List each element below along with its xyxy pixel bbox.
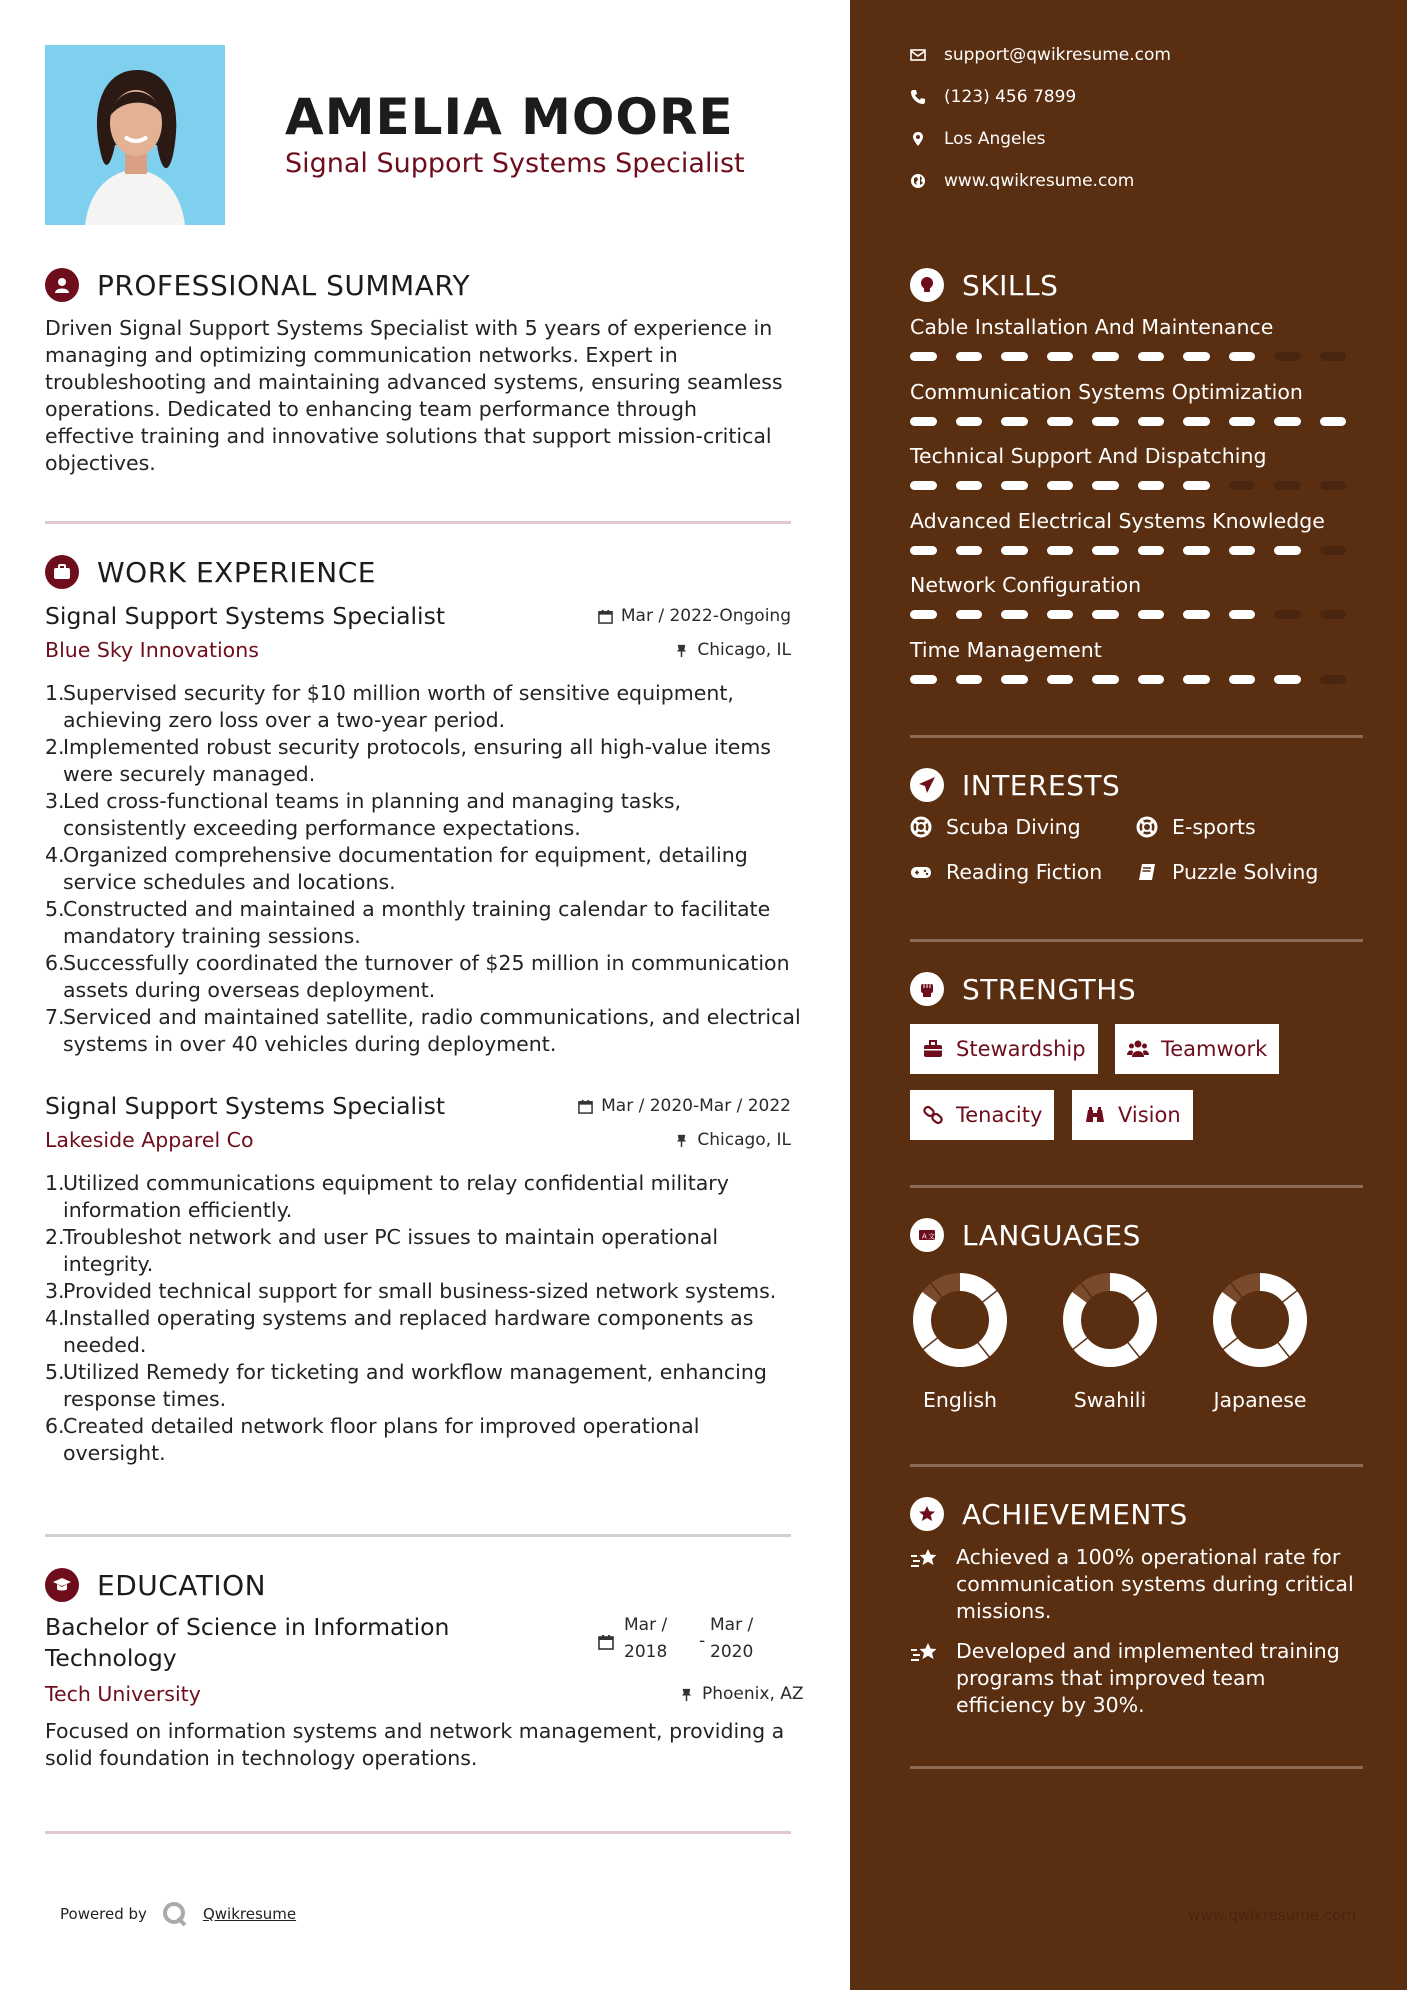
achievement-item bbox=[910, 1638, 1365, 1719]
skill-item bbox=[910, 315, 1365, 361]
lightbulb-icon bbox=[910, 268, 944, 302]
skill-level-segment bbox=[1320, 675, 1347, 684]
calendar-icon bbox=[578, 1099, 593, 1114]
education-heading-text: EDUCATION bbox=[97, 1568, 267, 1602]
skill-name: Advanced Electrical Systems Knowledge bbox=[910, 508, 1325, 533]
job-location bbox=[674, 640, 791, 660]
education-description: Focused on information systems and network management, providing a solid foundation in technology operations. bbox=[45, 1719, 785, 1770]
interest-item bbox=[1136, 860, 1318, 884]
svg-text:文: 文 bbox=[928, 1232, 936, 1241]
skill-level-segment bbox=[910, 352, 937, 361]
job-title: Signal Support Systems Specialist bbox=[45, 1092, 446, 1120]
experience-heading bbox=[45, 555, 376, 589]
skill-level-segment bbox=[1001, 546, 1028, 555]
candidate-name: AMELIA MOORE bbox=[285, 88, 734, 146]
education-heading bbox=[45, 1568, 266, 1602]
contact-location bbox=[910, 129, 1046, 149]
contact-phone[interactable] bbox=[910, 87, 1076, 107]
skill-level-segment bbox=[1183, 417, 1210, 426]
languages-heading-text: LANGUAGES bbox=[962, 1218, 1141, 1252]
skill-level-segment bbox=[910, 610, 937, 619]
skill-level-segment bbox=[1138, 610, 1165, 619]
interest-label: E-sports bbox=[1172, 815, 1256, 839]
skill-level-segment bbox=[1229, 610, 1256, 619]
skill-level-bar bbox=[910, 352, 1365, 361]
pin-icon bbox=[679, 1687, 694, 1702]
experience-heading-text: WORK EXPERIENCE bbox=[97, 555, 376, 589]
language-level-ring bbox=[1060, 1270, 1160, 1370]
education-school: Tech University bbox=[45, 1682, 201, 1706]
strength-label: Stewardship bbox=[956, 1037, 1086, 1061]
skill-level-segment bbox=[910, 675, 937, 684]
achievements-heading bbox=[910, 1497, 1188, 1531]
skill-level-segment bbox=[1229, 675, 1256, 684]
language-level-ring bbox=[910, 1270, 1010, 1370]
interest-label: Puzzle Solving bbox=[1172, 860, 1319, 884]
divider bbox=[45, 1534, 791, 1537]
calendar-icon bbox=[598, 609, 613, 624]
shooting-star-icon bbox=[910, 1640, 940, 1666]
skill-level-bar bbox=[910, 481, 1365, 490]
language-item bbox=[900, 1270, 1020, 1412]
skill-level-segment bbox=[956, 481, 983, 490]
briefcase-icon bbox=[922, 1038, 944, 1060]
strength-label: Teamwork bbox=[1161, 1037, 1268, 1061]
skill-level-segment bbox=[1274, 481, 1301, 490]
svg-text:A: A bbox=[922, 1232, 928, 1241]
skill-level-segment bbox=[1047, 675, 1074, 684]
achievement-item bbox=[910, 1544, 1365, 1625]
skill-level-segment bbox=[1183, 481, 1210, 490]
summary-text: Driven Signal Support Systems Specialist with 5 years of experience in managing and optimizing communication networks. Expert in troubleshooting and maintaining advanced systems, ensuring seamless operations. Dedicated to enhancing team performance through effective training and innovative solutions that support mission-critical objectives. bbox=[45, 316, 783, 475]
strengths-heading bbox=[910, 972, 1136, 1006]
contact-website-text: www.qwikresume.com bbox=[944, 171, 1135, 191]
divider bbox=[910, 735, 1363, 738]
skill-level-bar bbox=[910, 417, 1365, 426]
summary-heading-text: PROFESSIONAL SUMMARY bbox=[97, 268, 471, 302]
skill-level-segment bbox=[1320, 610, 1347, 619]
paper-plane-icon bbox=[910, 768, 944, 802]
skill-level-segment bbox=[956, 417, 983, 426]
achievements-heading-text: ACHIEVEMENTS bbox=[962, 1497, 1188, 1531]
skill-level-segment bbox=[956, 675, 983, 684]
pin-icon bbox=[674, 643, 689, 658]
gamepad-icon bbox=[910, 861, 932, 883]
divider bbox=[45, 1831, 791, 1834]
globe-icon bbox=[910, 173, 926, 189]
skill-level-segment bbox=[1092, 610, 1119, 619]
skill-level-segment bbox=[1001, 417, 1028, 426]
job-company: Lakeside Apparel Co bbox=[45, 1128, 254, 1152]
achievement-text: Developed and implemented training programs that improved team efficiency by 30%. bbox=[956, 1639, 1340, 1717]
job-company: Blue Sky Innovations bbox=[45, 638, 259, 662]
list-item: 2. Troubleshot network and user PC issues to maintain operational integrity. bbox=[45, 1225, 719, 1276]
languages-heading bbox=[910, 1218, 1141, 1252]
skill-level-segment bbox=[1001, 352, 1028, 361]
list-item: 6. Created detailed network floor plans for improved operational oversight. bbox=[45, 1414, 700, 1465]
skill-level-segment bbox=[1229, 546, 1256, 555]
shooting-star-icon bbox=[910, 1546, 940, 1572]
skill-level-segment bbox=[1229, 352, 1256, 361]
list-item: 5. Constructed and maintained a monthly training calendar to facilitate mandatory training sessions. bbox=[45, 897, 771, 948]
skill-level-segment bbox=[1183, 675, 1210, 684]
language-item bbox=[1200, 1270, 1320, 1412]
summary-heading bbox=[45, 268, 470, 302]
skill-level-segment bbox=[1001, 675, 1028, 684]
skill-name: Technical Support And Dispatching bbox=[910, 444, 1267, 468]
divider bbox=[910, 1185, 1363, 1188]
phone-icon bbox=[910, 89, 926, 105]
interest-item bbox=[910, 815, 1081, 839]
powered-by bbox=[60, 1900, 296, 1928]
skill-level-segment bbox=[1092, 546, 1119, 555]
skill-item bbox=[910, 380, 1365, 426]
skill-level-segment bbox=[1138, 481, 1165, 490]
skill-level-segment bbox=[1320, 352, 1347, 361]
list-item: 4. Organized comprehensive documentation for equipment, detailing service schedules and locations. bbox=[45, 843, 748, 894]
education-location-text: Phoenix, AZ bbox=[702, 1684, 804, 1704]
envelope-icon bbox=[910, 47, 926, 63]
skill-level-segment bbox=[1274, 675, 1301, 684]
language-name: English bbox=[922, 1388, 998, 1412]
pin-icon bbox=[674, 1133, 689, 1148]
skill-level-segment bbox=[1274, 417, 1301, 426]
list-item: 1. Utilized communications equipment to relay confidential military information efficiently. bbox=[45, 1171, 729, 1222]
list-item: 4. Installed operating systems and replaced hardware components as needed. bbox=[45, 1306, 754, 1357]
briefcase-icon bbox=[45, 555, 79, 589]
skill-level-segment bbox=[1092, 675, 1119, 684]
job-location-text: Chicago, IL bbox=[697, 1130, 791, 1150]
strength-tag bbox=[1072, 1090, 1193, 1140]
job-title: Signal Support Systems Specialist bbox=[45, 602, 446, 630]
map-marker-icon bbox=[910, 131, 926, 147]
skill-level-bar bbox=[910, 675, 1365, 684]
skill-level-segment bbox=[1138, 546, 1165, 555]
language-item bbox=[1050, 1270, 1170, 1412]
job-entry bbox=[45, 602, 801, 1062]
list-item: 1. Supervised security for $10 million worth of sensitive equipment, achieving zero loss over a two-year period. bbox=[45, 681, 734, 732]
list-item: 3. Provided technical support for small business-sized network systems. bbox=[45, 1279, 777, 1303]
divider bbox=[910, 939, 1363, 942]
skill-item bbox=[910, 638, 1365, 684]
star-badge-icon bbox=[910, 1497, 944, 1531]
list-item: 3. Led cross-functional teams in planning and managing tasks, consistently exceeding performance expectations. bbox=[45, 789, 682, 840]
graduation-icon bbox=[45, 1568, 79, 1602]
skill-level-segment bbox=[1092, 417, 1119, 426]
job-bullets bbox=[45, 680, 805, 1058]
skill-level-segment bbox=[1229, 481, 1256, 490]
list-item: 6. Successfully coordinated the turnover of $25 million in communication assets during overseas deployment. bbox=[45, 951, 790, 1002]
strength-tag bbox=[910, 1024, 1098, 1074]
skill-name: Communication Systems Optimization bbox=[910, 379, 1303, 404]
profile-photo bbox=[45, 45, 225, 225]
divider bbox=[910, 1464, 1363, 1467]
skill-level-segment bbox=[1047, 417, 1074, 426]
skill-level-segment bbox=[1001, 610, 1028, 619]
user-icon bbox=[45, 268, 79, 302]
skill-level-segment bbox=[1183, 610, 1210, 619]
skill-level-segment bbox=[1274, 352, 1301, 361]
skill-level-segment bbox=[1047, 481, 1074, 490]
book-icon bbox=[1136, 861, 1158, 883]
binoculars-icon bbox=[1084, 1104, 1106, 1126]
interest-label: Reading Fiction bbox=[946, 860, 1103, 884]
skill-level-bar bbox=[910, 610, 1365, 619]
job-date bbox=[578, 1096, 791, 1116]
divider bbox=[45, 521, 791, 524]
interests-heading-text: INTERESTS bbox=[962, 768, 1121, 802]
powered-by-text: Powered by bbox=[60, 1905, 147, 1923]
list-item: 5. Utilized Remedy for ticketing and workflow management, enhancing response times. bbox=[45, 1360, 767, 1411]
skill-level-segment bbox=[1320, 546, 1347, 555]
skill-item bbox=[910, 509, 1365, 555]
skill-level-segment bbox=[1274, 546, 1301, 555]
job-entry bbox=[45, 1092, 791, 1492]
education-date-start: Mar / 2018 bbox=[624, 1615, 668, 1662]
lifebuoy-icon bbox=[1136, 816, 1158, 838]
interest-item bbox=[1136, 815, 1256, 839]
strength-tag bbox=[910, 1090, 1054, 1140]
contact-phone-text: (123) 456 7899 bbox=[944, 87, 1077, 107]
skill-level-segment bbox=[1183, 546, 1210, 555]
strength-label: Tenacity bbox=[956, 1103, 1043, 1127]
users-icon bbox=[1127, 1038, 1149, 1060]
contact-website[interactable] bbox=[910, 171, 1134, 191]
skill-level-segment bbox=[956, 352, 983, 361]
list-item: 7. Serviced and maintained satellite, radio communications, and electrical systems in over 40 vehicles during deployment. bbox=[45, 1005, 801, 1056]
interest-label: Scuba Diving bbox=[946, 815, 1081, 839]
link-icon bbox=[922, 1104, 944, 1126]
skill-level-bar bbox=[910, 546, 1365, 555]
strength-tag bbox=[1115, 1024, 1279, 1074]
job-date-text: Mar / 2022-Ongoing bbox=[620, 606, 791, 626]
job-location-text: Chicago, IL bbox=[697, 640, 791, 660]
job-date bbox=[598, 606, 791, 626]
skill-level-segment bbox=[1047, 546, 1074, 555]
skill-level-segment bbox=[910, 546, 937, 555]
education-date-separator: - bbox=[699, 1631, 706, 1651]
job-bullets bbox=[45, 1170, 805, 1467]
skill-level-segment bbox=[1320, 481, 1347, 490]
skill-level-segment bbox=[1183, 352, 1210, 361]
candidate-role: Signal Support Systems Specialist bbox=[285, 148, 745, 179]
skill-level-segment bbox=[1320, 417, 1347, 426]
skill-item bbox=[910, 444, 1365, 490]
skill-level-segment bbox=[1001, 481, 1028, 490]
skill-name: Time Management bbox=[910, 637, 1102, 662]
skill-level-segment bbox=[910, 417, 937, 426]
skill-level-segment bbox=[956, 610, 983, 619]
skill-name: Cable Installation And Maintenance bbox=[910, 315, 1274, 339]
lifebuoy-icon bbox=[910, 816, 932, 838]
skills-heading-text: SKILLS bbox=[962, 268, 1059, 302]
footer-url[interactable]: www.qwikresume.com bbox=[1188, 1906, 1356, 1924]
calendar-icon bbox=[598, 1634, 614, 1650]
qwikresume-link[interactable]: Qwikresume bbox=[202, 1905, 297, 1923]
skill-level-segment bbox=[1047, 610, 1074, 619]
language-level-ring bbox=[1210, 1270, 1310, 1370]
language-name: Swahili bbox=[1073, 1388, 1147, 1412]
education-degree: Bachelor of Science in Information Technology bbox=[45, 1613, 450, 1672]
education-date-end: Mar / 2020 bbox=[710, 1615, 754, 1662]
divider bbox=[910, 1766, 1363, 1769]
language-name: Japanese bbox=[1213, 1388, 1307, 1412]
interest-item bbox=[910, 860, 1102, 884]
skill-level-segment bbox=[1092, 481, 1119, 490]
skill-level-segment bbox=[956, 546, 983, 555]
fist-icon bbox=[910, 972, 944, 1006]
contact-email-text: support@qwikresume.com bbox=[944, 45, 1171, 65]
skill-level-segment bbox=[1138, 352, 1165, 361]
skill-level-segment bbox=[1138, 417, 1165, 426]
skill-item bbox=[910, 573, 1365, 619]
contact-location-text: Los Angeles bbox=[944, 129, 1046, 149]
strengths-heading-text: STRENGTHS bbox=[962, 972, 1137, 1006]
skill-level-segment bbox=[1138, 675, 1165, 684]
skills-heading bbox=[910, 268, 1058, 302]
interests-heading bbox=[910, 768, 1120, 802]
skill-level-segment bbox=[910, 481, 937, 490]
strength-label: Vision bbox=[1118, 1103, 1181, 1127]
skill-level-segment bbox=[1274, 610, 1301, 619]
skill-level-segment bbox=[1047, 352, 1074, 361]
job-location bbox=[674, 1130, 791, 1150]
list-item: 2. Implemented robust security protocols, ensuring all high-value items were securely managed. bbox=[45, 735, 771, 786]
job-date-text: Mar / 2020-Mar / 2022 bbox=[601, 1096, 791, 1116]
translate-icon bbox=[910, 1218, 944, 1252]
contact-email[interactable] bbox=[910, 45, 1171, 65]
skill-level-segment bbox=[1092, 352, 1119, 361]
achievement-text: Achieved a 100% operational rate for communication systems during critical missions. bbox=[956, 1545, 1354, 1623]
skill-level-segment bbox=[1229, 417, 1256, 426]
education-location bbox=[679, 1684, 804, 1704]
qwikresume-logo-icon bbox=[161, 1900, 189, 1928]
skill-name: Network Configuration bbox=[910, 573, 1142, 597]
